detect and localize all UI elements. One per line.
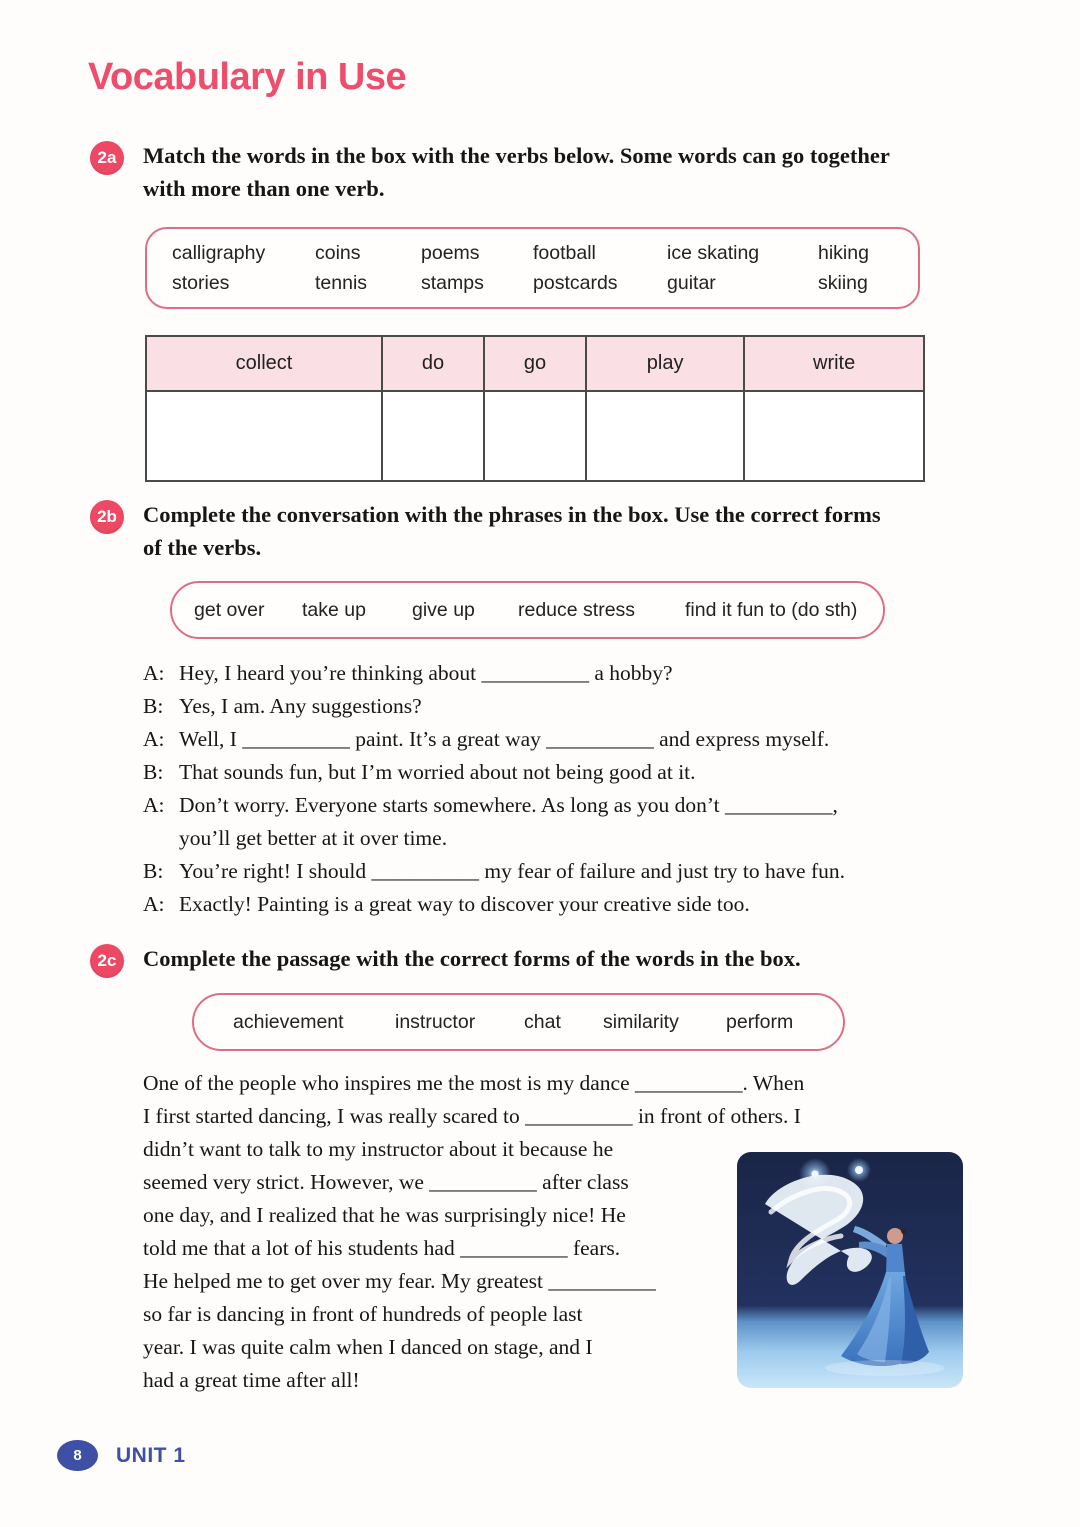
answer-cell xyxy=(744,391,924,481)
verb-column-header: play xyxy=(586,336,744,391)
word-box-2c xyxy=(192,993,845,1051)
instruction-line: with more than one verb. xyxy=(143,175,385,201)
word-item: perform xyxy=(726,1010,794,1033)
phrase-item: reduce stress xyxy=(518,598,636,621)
speaker-label: B: xyxy=(143,859,164,883)
answer-cell xyxy=(484,391,586,481)
passage-line: year. I was quite calm when I danced on stage, and I xyxy=(143,1335,593,1359)
conversation-text: That sounds fun, but I’m worried about not being good at it. xyxy=(179,760,696,784)
verbs-table xyxy=(145,335,925,482)
conversation-line xyxy=(143,789,993,822)
instruction-line: Complete the conversation with the phrases in the box. Use the correct forms xyxy=(143,502,881,527)
word-box-row xyxy=(147,242,918,265)
conversation-text: Hey, I heard you’re thinking about __________ a hobby? xyxy=(179,661,673,685)
word-box-row xyxy=(147,272,918,295)
section-2b-instruction xyxy=(143,499,953,564)
conversation-line xyxy=(143,888,993,921)
conversation-text: you’ll get better at it over time. xyxy=(179,826,448,850)
conversation-text: Yes, I am. Any suggestions? xyxy=(179,694,422,718)
conversation-text: Well, I __________ paint. It’s a great way __________ and express myself. xyxy=(179,727,830,751)
phrase-item: get over xyxy=(194,598,265,621)
passage-line: one day, and I realized that he was surprisingly nice! He xyxy=(143,1203,626,1227)
passage-line: One of the people who inspires me the most is my dance __________. When xyxy=(143,1071,805,1095)
word-item: chat xyxy=(524,1010,561,1033)
word-item: calligraphy xyxy=(172,241,266,264)
page-footer xyxy=(57,1440,186,1471)
conversation-line xyxy=(143,723,993,756)
word-item: football xyxy=(533,241,596,264)
speaker-label: B: xyxy=(143,694,164,718)
passage-line: so far is dancing in front of hundreds of people last xyxy=(143,1302,583,1326)
section-2a-instruction xyxy=(143,140,953,205)
conversation-line xyxy=(143,690,993,723)
conversation-line xyxy=(143,855,993,888)
verbs-table-answer-row xyxy=(146,391,924,481)
word-item: coins xyxy=(315,241,361,264)
word-item: postcards xyxy=(533,271,618,294)
conversation-text: Exactly! Painting is a great way to discover your creative side too. xyxy=(179,892,750,916)
instruction-line: Match the words in the box with the verbs below. Some words can go together xyxy=(143,143,890,168)
passage-line: He helped me to get over my fear. My greatest __________ xyxy=(143,1269,656,1293)
speaker-label: A: xyxy=(143,661,165,685)
speaker-label: B: xyxy=(143,760,164,784)
word-item: poems xyxy=(421,241,480,264)
page-number-badge: 8 xyxy=(57,1440,98,1471)
section-2c-badge: 2c xyxy=(90,944,124,978)
instruction-line: of the verbs. xyxy=(143,534,262,560)
unit-label: UNIT 1 xyxy=(116,1443,186,1467)
speaker-label: A: xyxy=(143,793,165,817)
verb-column-header: write xyxy=(744,336,924,391)
word-item: similarity xyxy=(603,1010,679,1033)
word-item: skiing xyxy=(818,271,868,294)
conversation-text: You’re right! I should __________ my fear of failure and just try to have fun. xyxy=(179,859,845,883)
answer-cell xyxy=(382,391,484,481)
passage-line: had a great time after all! xyxy=(143,1368,360,1392)
phrase-item: find it fun to (do sth) xyxy=(685,598,858,621)
conversation-line xyxy=(143,822,993,855)
verb-column-header: go xyxy=(484,336,586,391)
verb-column-header: do xyxy=(382,336,484,391)
passage-line: told me that a lot of his students had __________ fears. xyxy=(143,1236,621,1260)
word-item: guitar xyxy=(667,271,716,294)
phrase-item: give up xyxy=(412,598,475,621)
conversation-line xyxy=(143,657,993,690)
word-item: instructor xyxy=(395,1010,476,1033)
verb-column-header: collect xyxy=(146,336,382,391)
speaker-label xyxy=(143,822,179,855)
section-2c-instruction xyxy=(143,943,953,976)
phrase-box-2b xyxy=(170,581,885,639)
passage-line: seemed very strict. However, we __________ after class xyxy=(143,1170,629,1194)
word-box-2a xyxy=(145,227,920,309)
word-item: stories xyxy=(172,271,230,294)
conversation-text: Don’t worry. Everyone starts somewhere. As long as you don’t __________, xyxy=(179,793,838,817)
instruction-line: Complete the passage with the correct forms of the words in the box. xyxy=(143,946,801,971)
dancer-photo xyxy=(737,1152,963,1388)
verbs-table-header-row xyxy=(146,336,924,391)
word-item: tennis xyxy=(315,271,368,294)
section-2a-badge: 2a xyxy=(90,141,124,175)
speaker-label: A: xyxy=(143,727,165,751)
word-item: achievement xyxy=(233,1010,344,1033)
word-item: hiking xyxy=(818,241,869,264)
section-2b-badge: 2b xyxy=(90,500,124,534)
word-item: ice skating xyxy=(667,241,760,264)
answer-cell xyxy=(586,391,744,481)
phrase-item: take up xyxy=(302,598,366,621)
page-title: Vocabulary in Use xyxy=(88,56,407,98)
conversation-line xyxy=(143,756,993,789)
word-item: stamps xyxy=(421,271,484,294)
answer-cell xyxy=(146,391,382,481)
conversation xyxy=(143,657,993,921)
passage-line: I first started dancing, I was really scared to __________ in front of others. I xyxy=(143,1104,801,1128)
passage-line: didn’t want to talk to my instructor about it because he xyxy=(143,1137,614,1161)
speaker-label: A: xyxy=(143,892,165,916)
